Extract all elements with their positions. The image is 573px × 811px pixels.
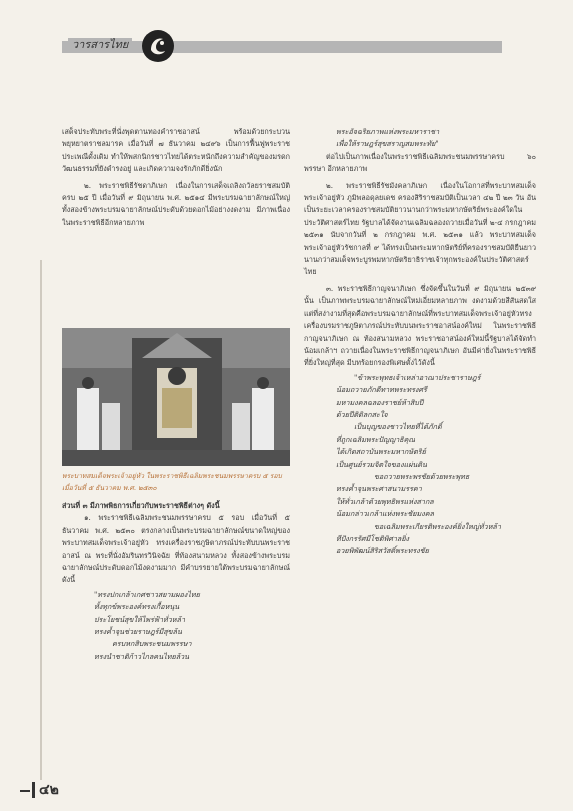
verse-line: พระอัจฉริยภาพแห่งพระมหาราชา [336, 127, 440, 136]
page-number-rule [20, 790, 30, 792]
verse-line: ให้ทั่วเกล้าด้วยพุทธิพรแห่งสากล [336, 496, 434, 506]
birthday-paragraph: ๑. พระราชพิธีเฉลิมพระชนมพรรษาครบ ๕ รอบ เมื่อวันที่ ๕ ธันวาคม พ.ศ. ๒๕๓๐ ตรงกลางเป็นพระบรมฉายาลักษณ์ขนาดใหญ่ของพระบาทสมเด็จพระเจ้าอยู่หัว ทรงเครื่องราชภูษิตาภรณ์ประทับบนพระราชอาสน์ ณ พระที่นั่งอัมรินทรวินิจฉัย ที่ท้องสนามหลวง ทั้งสองข้างพระบรมฉายาลักษณ์ประดับดอกไม้งดงามมาก มีคำบรรยายใต้พระบรมฉายาลักษณ์ ดังนี้ [62, 513, 290, 585]
intro-paragraph: เสด็จประทับพระที่นั่งพุดตานทองคำราชอาสน์ พร้อมด้วยกระบวนพยุหยาตราชลมารค เมื่อวันที่ ๗ ธันวาคม ๒๔๙๖ เป็นการฟื้นฟูพระราชประเพณีดั้งเดิม ทำให้พสกนิกรชาวไทยได้ตระหนักถึงความสำคัญของมรดกวัฒนธรรมที่ยังดำรงอยู่ และเกิดความจงรักภักดียิ่งนัก [62, 127, 290, 174]
verse-line: ทรงค้ำจุนช่วยราษฎร์มีสุขล้น [94, 627, 182, 637]
kanchanaphisek-paragraph: ๓. พระราชพิธีกาญจนาภิเษก ซึ่งจัดขึ้นในวันที่ ๙ มิถุนายน ๒๕๓๙ นั้น เป็นภาพพระบรมฉายาลักษณ์ใหม่เอี่ยมหลายภาพ งดงามด้วยสีสันสดใส แต่ที่สง่างามที่สุดคือพระบรมฉายาลักษณ์ที่พระบาทสมเด็จพระเจ้าอยู่หัวทรงเครื่องบรมราชภูษิตาภรณ์ประทับบนพระราชอาสน์องค์ใหม่ ในพระราชพิธีกาญจนาภิเษก ณ ท้องสนามหลวง พระราชอาสน์องค์ใหม่นี้รัฐบาลได้จัดทำน้อมเกล้าฯ ถวายเนื่องในพระราชพิธีกาญจนาภิเษก อันมีค่ายิ่งในพระราชพิธีที่ยิ่งใหญ่ที่สุด มีบทร้อยกรองพิเศษตั้งไว้ดังนี้ [304, 283, 536, 368]
verse-line: อวยพิพัฒน์สิริสวัสดิ์พระทรงชัย [336, 546, 429, 556]
verse-line: เป็นศูนย์รวมจิตใจของแผ่นดิน [336, 459, 427, 469]
journal-logo-icon [142, 30, 174, 62]
verse-line: มหามงคลฉลองราชย์ห้าสิบปี [336, 397, 424, 407]
verse-line: ครบหกสิบพระชนมพรรษา [112, 639, 192, 649]
verse-line: ได้เกิดสถาบันพระมหากษัตริย์ [336, 447, 426, 457]
journal-title: วารสารไทย [68, 38, 132, 52]
sixty-anniversary-paragraph: ต่อไปเป็นภาพเนื่องในพระราชพิธีเฉลิมพระชนมพรรษาครบ ๖๐ พรรษา อีกหลายภาพ [304, 151, 536, 174]
header-band [62, 32, 534, 60]
verse-line: ทั้งทุกข์พระองค์ทรงเกื้อหนุน [94, 602, 180, 612]
margin-rule [40, 260, 42, 780]
verse-line: ที่ถูกเฉลิมพระปัญญาธิคุณ [336, 434, 416, 444]
verse-line: ขอเฉลิมพระเกียรติพระองค์ยิ่งใหญ่ทั่วหล้า [374, 521, 501, 531]
royal-portrait-photo [62, 328, 290, 466]
left-column-upper [62, 126, 290, 229]
page-number: ๔๒ [32, 782, 59, 798]
right-verse [304, 372, 536, 558]
rachadaphisek-paragraph: ๒. พระราชพิธีรัชดาภิเษก เนื่องในการเสด็จเถลิงถวัลยราชสมบัติครบ ๒๕ ปี เมื่อวันที่ ๙ มิถุนายน พ.ศ. ๒๕๑๔ มีพระบรมฉายาลักษณ์ใหญ่ ทั้งสองข้างพระบรมฉายาลักษณ์ประดับด้วยดอกไม้อย่างงดงาม มีภาพเนื่องในพระราชพิธีอีกหลายภาพ [62, 180, 290, 227]
verse-line: ประโยชน์สุขให้ไพร่ฟ้าทั่วหล้า [94, 614, 185, 624]
verse-line: ขอถวายพระพรชัยด้วยพระพุทธ [374, 471, 470, 481]
verse-line: ทีปังกรรัศมีโชติพิศาลยิ่ง [336, 534, 410, 543]
section-heading: ส่วนที่ ๓ มีภาพพิธการเกี่ยวกับพระราชพิธีต่างๆ ดังนี้ [62, 501, 220, 510]
verse-line: เป็นบุญของชาวไทยที่ได้ภักดิ์ [354, 422, 442, 432]
photo-caption: พระบาทสมเด็จพระเจ้าอยู่หัว ในพระราชพิธีเฉลิมพระชนมพรรษาครบ ๕ รอบ เมื่อวันที่ ๕ ธันวาคม พ.ศ. ๒๕๓๐ [62, 472, 282, 492]
verse-line: น้อมกล่าวเกล้าแห่งพระชัยมงคล [336, 509, 434, 519]
verse-line: ด้วยปีติดิลกสะใจ [336, 409, 388, 419]
verse-line: น้อมถวายภักดีทาทพระทรงศรี [336, 385, 427, 395]
verse-line: ทรงค้ำจุนพระศาสนามรรคา [336, 484, 422, 494]
verse-line: เพื่อให้ราษฎร์สุขสราญสมพระทัย" [336, 139, 439, 149]
verse-line: ทรงนำชาติก้าวไกลคนไทยล้วน [94, 651, 190, 661]
right-opening-verse [304, 126, 536, 151]
left-column-lower [62, 500, 290, 663]
verse-line: "ข้าพระพุทธเจ้าเหล่าอาณาประชาราษฎร์ [354, 372, 481, 382]
verse-line: "ทรงปกเกล้าเกศชาวสยามผองไทย [94, 589, 200, 599]
left-verse [62, 589, 290, 663]
ratchamangkhala-paragraph: ๒. พระราชพิธีรัชมังคลาภิเษก เนื่องในโอกาสที่พระบาทสมเด็จพระเจ้าอยู่หัว ภูมิพลอดุลยเดช ครองสิริราชสมบัติเป็นเวลา ๔๒ ปี ๒๓ วัน อันเป็นระยะเวลาครองราชสมบัติยาวนานกว่าพระมหากษัตริย์พระองค์ใดในประวัติศาสตร์ไทย รัฐบาลได้จัดงานเฉลิมฉลองถวายเมื่อวันที่ ๒-๔ กรกฎาคม ๒๕๓๑ นับจากวันที่ ๒ กรกฎาคม พ.ศ. ๒๕๓๑ แล้ว พระบาทสมเด็จพระเจ้าอยู่หัวรัชกาลที่ ๙ ได้ทรงเป็นพระมหากษัตริย์ที่ครองราชสมบัติยืนยาวนานกว่าสมเด็จพระบูรพมหากษัตริยาธิราชเจ้าทุกพระองค์ในประวัติศาสตร์ไทย [304, 180, 536, 277]
right-column [304, 126, 536, 558]
